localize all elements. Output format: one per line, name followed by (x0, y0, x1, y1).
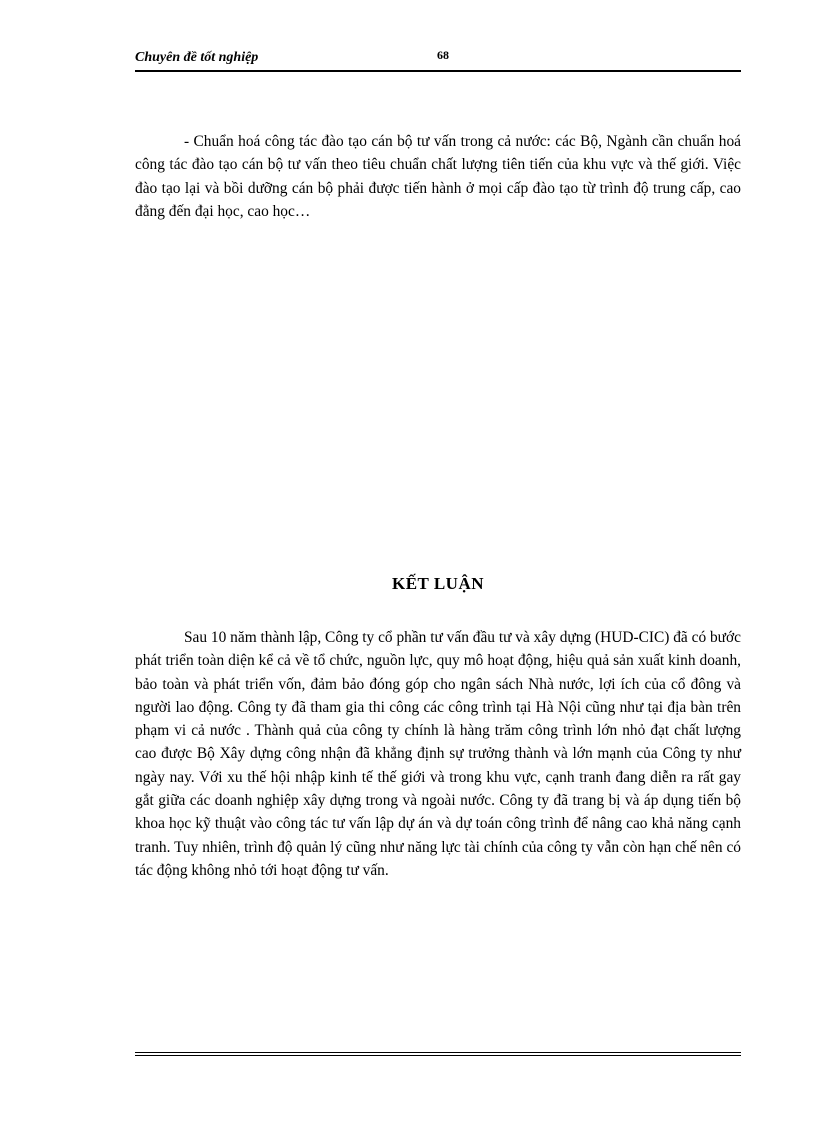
section-title: KẾT LUẬN (391, 574, 484, 593)
conclusion-paragraph: Sau 10 năm thành lập, Công ty cổ phần tư vấn đầu tư và xây dựng (HUD-CIC) đã có bước phát triển toàn diện kể cả về tổ chức, nguồn lực, quy mô hoạt động, hiệu quả sản xuất kinh doanh, bảo toàn và phát triển vốn, đảm bảo đóng góp cho ngân sách Nhà nước, lợi ích của cổ đông và người lao động. Công ty đã tham gia thi công các công trình tại Hà Nội cũng như tại địa bàn trên phạm vi cả nước . Thành quả của công ty chính là hàng trăm công trình lớn nhỏ đạt chất lượng cao được Bộ Xây dựng công nhận đã khẳng định sự trưởng thành và lớn mạnh của Công ty như ngày nay. Với xu thế hội nhập kinh tế thế giới và trong khu vực, cạnh tranh đang diễn ra rất gay gắt giữa các doanh nghiệp xây dựng trong và ngoài nước. Công ty đã trang bị và áp dụng tiến bộ khoa học kỹ thuật vào công tác tư vấn lập dự án và dự toán công trình để nâng cao khả năng cạnh tranh. Tuy nhiên, trình độ quản lý cũng như năng lực tài chính của công ty vẫn còn hạn chế nên có tác động không nhỏ tới hoạt động tư vấn. (135, 629, 741, 879)
footer-rule (135, 1052, 741, 1056)
page-header (135, 48, 741, 72)
page-number: 68 (437, 48, 449, 62)
header-title: Chuyên đề tốt nghiệp (135, 50, 259, 65)
body-paragraph: - Chuẩn hoá công tác đào tạo cán bộ tư vấn trong cả nước: các Bộ, Ngành cần chuẩn hoá công tác đào tạo cán bộ tư vấn theo tiêu chuẩn chất lượng tiên tiến của khu vực và thế giới. Việc đào tạo lại và bồi dưỡng cán bộ phải được tiến hành ở mọi cấp đào tạo từ trình độ trung cấp, cao đẳng đến đại học, cao học… (135, 133, 741, 220)
